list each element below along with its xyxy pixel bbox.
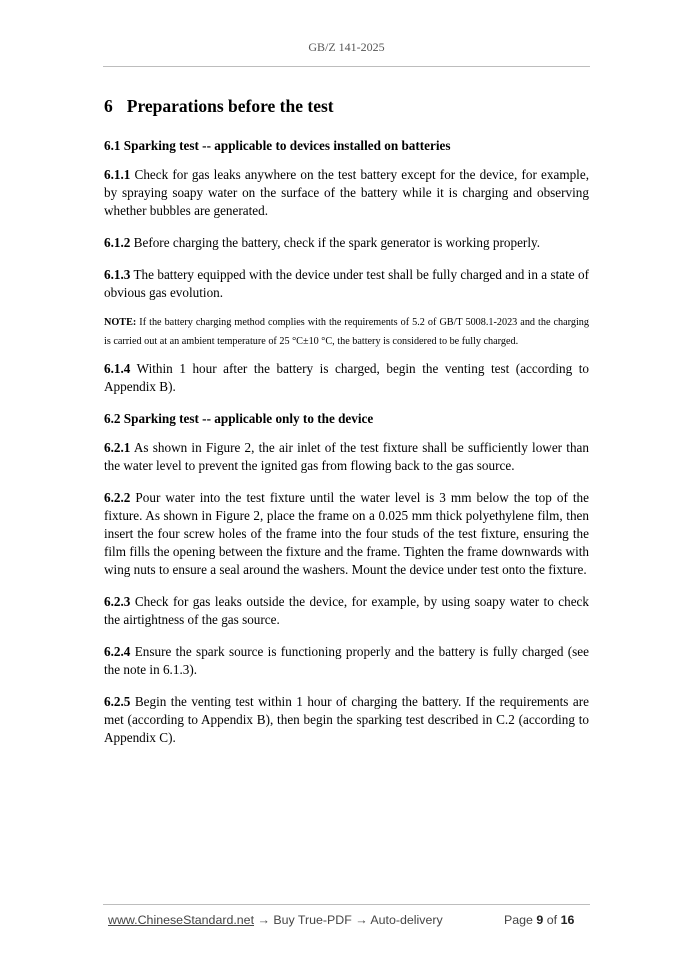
page-indicator: [504, 913, 574, 927]
clause-6-2-5: [104, 693, 589, 747]
clause-number: 6.1.2: [104, 235, 131, 250]
clause-number: 6.2.5: [104, 694, 131, 709]
note-text: If the battery charging method complies with the requirements of 5.2 of GB/T 5008.1-2023 and the charging is carried out at an ambient temperature of 25 °C±10 °C, the battery is considered to be fully charged.: [104, 317, 589, 347]
clause-text: Check for gas leaks anywhere on the test battery except for the device, for example, by spraying soapy water on the surface of the battery while it is charging and observing whether bubbles are generated.: [104, 167, 589, 218]
site-link[interactable]: www.ChineseStandard.net: [108, 913, 255, 927]
arrow-icon: →: [351, 913, 371, 927]
chapter-number: 6: [104, 96, 113, 116]
clause-number: 6.1.4: [104, 361, 131, 376]
page-label: Page: [504, 913, 533, 927]
footer-divider: [103, 904, 590, 905]
clause-text: Before charging the battery, check if the spark generator is working properly.: [130, 235, 541, 250]
clause-6-1-2: [104, 234, 589, 252]
clause-text: Within 1 hour after the battery is charged, begin the venting test (according to Appendix B).: [104, 361, 589, 394]
running-header: GB/Z 141-2025: [308, 40, 385, 54]
of-label: of: [546, 913, 558, 927]
arrow-icon: →: [254, 913, 274, 927]
clause-number: 6.2.1: [104, 440, 131, 455]
document-body: [104, 94, 589, 761]
clause-text: Begin the venting test within 1 hour of charging the battery. If the requirements are met (according to Appendix B), then begin the sparking test described in C.2 (according to Appendix C).: [104, 694, 589, 745]
clause-number: 6.2.4: [104, 644, 131, 659]
note-label: NOTE:: [104, 317, 137, 328]
clause-6-1-1: [104, 166, 589, 220]
buy-pdf-link[interactable]: Buy True-PDF: [273, 913, 352, 927]
clause-6-1-3: [104, 266, 589, 302]
clause-6-2-1: [104, 439, 589, 475]
chapter-title: Preparations before the test: [126, 96, 334, 116]
header-divider: [103, 66, 590, 67]
clause-text: Ensure the spark source is functioning properly and the battery is fully charged (see the note in 6.1.3).: [104, 644, 589, 677]
clause-number: 6.2.3: [104, 594, 131, 609]
clause-text: As shown in Figure 2, the air inlet of the test fixture shall be sufficiently lower than the water level to prevent the ignited gas from flowing back to the gas source.: [104, 440, 589, 473]
clause-6-1-4: [104, 360, 589, 396]
auto-delivery-text: Auto-delivery: [370, 913, 443, 927]
page-total: 16: [560, 913, 575, 927]
page-number: 9: [536, 913, 544, 927]
clause-text: Check for gas leaks outside the device, for example, by using soapy water to check the airtightness of the gas source.: [104, 594, 589, 627]
clause-6-2-4: [104, 643, 589, 679]
note-6-1-3: [104, 314, 589, 351]
chapter-heading: [104, 94, 589, 118]
clause-number: 6.1.3: [104, 267, 131, 282]
section-heading-6-1: 6.1 Sparking test -- applicable to devices installed on batteries: [104, 138, 451, 153]
clause-6-2-2: [104, 489, 589, 579]
section-heading-6-2: 6.2 Sparking test -- applicable only to the device: [104, 411, 374, 426]
clause-text: Pour water into the test fixture until the water level is 3 mm below the top of the fixture. As shown in Figure 2, place the frame on a 0.025 mm thick polyethylene film, then insert the four screw holes of the frame into the four studs of the test fixture, ensuring the film fills the opening between the fixture and the frame. Tighten the frame downwards with wing nuts to ensure a seal around the washers. Mount the device under test onto the fixture.: [104, 490, 589, 577]
clause-text: The battery equipped with the device under test shall be fully charged and in a state of obvious gas evolution.: [104, 267, 589, 300]
clause-number: 6.2.2: [104, 490, 131, 505]
footer-links: [108, 913, 443, 927]
clause-number: 6.1.1: [104, 167, 131, 182]
clause-6-2-3: [104, 593, 589, 629]
